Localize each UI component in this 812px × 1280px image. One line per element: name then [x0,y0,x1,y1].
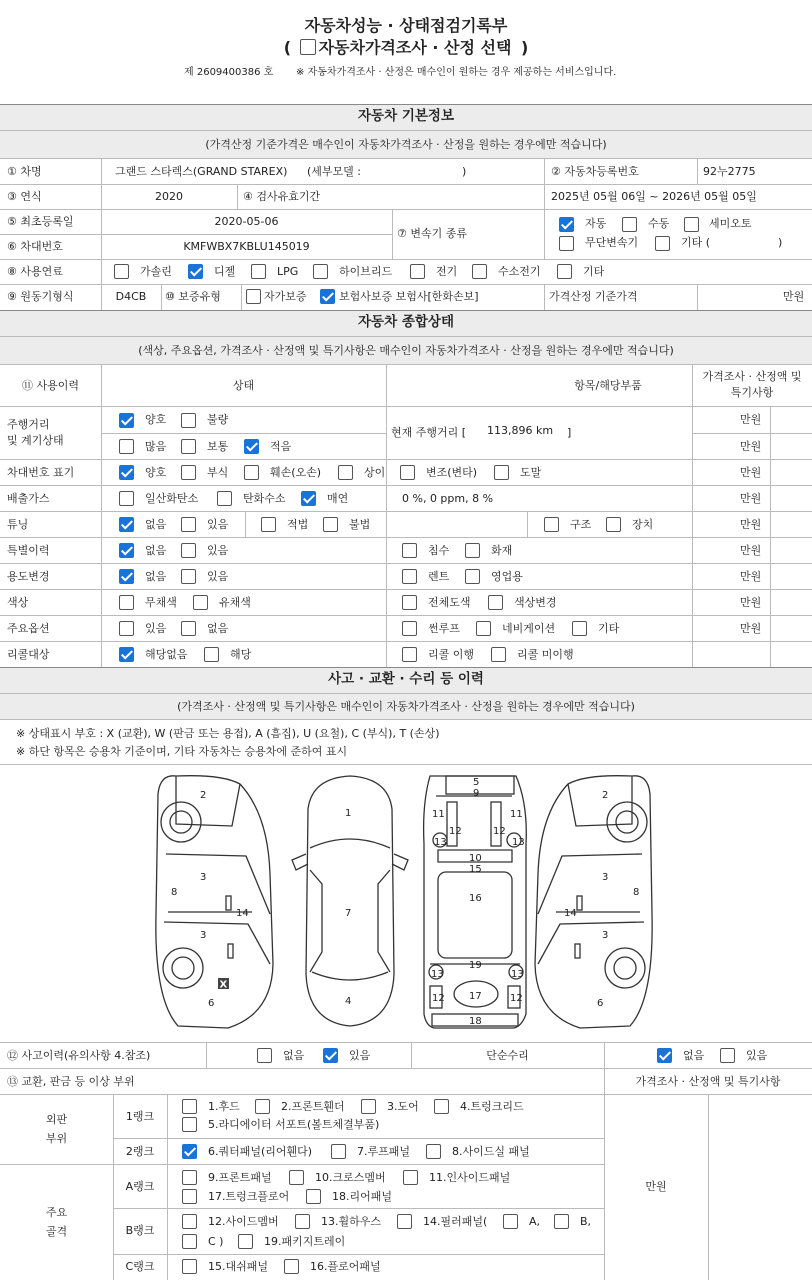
special-yes-checkbox[interactable] [181,543,196,558]
achromatic-checkbox[interactable] [119,595,134,610]
car-name-label: ① 차명 [7,165,42,178]
options-yes: 있음 [145,622,167,635]
part-hood: 1.후드 [208,1100,240,1113]
engine-label: ⑨ 원동기형식 [7,290,74,303]
sunroof: 썬루프 [428,622,460,635]
part-trunk-floor-checkbox[interactable] [182,1189,197,1204]
recall-applicable-checkbox[interactable] [204,647,219,662]
part-dash-panel-checkbox[interactable] [182,1259,197,1274]
warranty-self: 자가보증 [264,290,307,303]
diagram-label-14: 14 [236,908,249,919]
exhaust-smoke: 매연 [327,492,349,505]
vin-erase-checkbox[interactable] [494,465,509,480]
left-front-wheel [161,802,201,842]
diagram-label-3: 3 [602,872,609,883]
tuning-none: 없음 [145,518,167,531]
recall-not-checkbox[interactable] [491,647,506,662]
meter-bad-checkbox[interactable] [181,413,196,428]
part-cross-member: 10.크로스멤버 [315,1171,386,1184]
meter-good: 양호 [145,413,167,426]
exhaust-co-checkbox[interactable] [119,491,134,506]
diagram-label-6: 6 [597,998,604,1009]
mark-x: X [219,979,228,991]
diagram-label-12: 12 [449,826,462,837]
special-none: 없음 [145,544,167,557]
col-history: ⑪ 사용이력 [21,379,79,392]
pillar-b: B, [580,1215,592,1228]
diagram-label-8: 8 [633,887,640,898]
diagram-label-8: 8 [171,887,178,898]
diagram-label-3: 3 [200,872,207,883]
warranty-label: ⑩ 보증유형 [165,290,221,303]
part-trunk-floor: 17.트렁크플로어 [208,1190,290,1203]
chromatic: 유채색 [219,596,251,609]
diagram-label-9: 9 [473,788,480,799]
part-side-member: 12.사이드멤버 [208,1215,279,1228]
diagram-label-16: 16 [469,893,482,904]
mileage-prefix: 현재 주행거리 [ [391,426,467,439]
recall-na-checkbox[interactable] [119,647,134,662]
reg-no: 92누2775 [703,165,756,178]
usage-yes-checkbox[interactable] [181,569,196,584]
vin-corrosion-checkbox[interactable] [181,465,196,480]
subtitle-close: ) [520,38,529,57]
pillar-c-checkbox[interactable] [182,1234,197,1249]
special-none-checkbox[interactable] [119,543,134,558]
part-pillar-panel: 14.필러패널( [423,1215,488,1228]
fuel-diesel: 디젤 [214,265,236,278]
tuning-none-checkbox[interactable] [119,517,134,532]
rankA-label: A랭크 [125,1180,155,1193]
car-damage-diagram [0,764,812,1042]
fuel-etc: 기타 [583,265,605,278]
recall-na: 해당없음 [145,648,188,661]
options-yes-checkbox[interactable] [119,621,134,636]
recall-applicable: 해당 [230,648,252,661]
part-dash-panel: 15.대쉬패널 [208,1260,268,1273]
color-label: 색상 [7,596,29,609]
trans-semi-label: 세미오토 [709,217,752,230]
part-front-fender: 2.프론트휀더 [281,1100,345,1113]
part-radiator-support-checkbox[interactable] [182,1117,197,1132]
fuel-gasoline: 가솔린 [140,265,172,278]
rent: 렌트 [428,570,450,583]
flood: 침수 [428,544,450,557]
simple-repair-label: 단순수리 [486,1049,529,1062]
chromatic-checkbox[interactable] [193,595,208,610]
mileage-few: 적음 [270,440,292,453]
mileage-many-checkbox[interactable] [119,439,134,454]
exhaust-hc: 탄화수소 [243,492,286,505]
diagram-label-6: 6 [208,998,215,1009]
fuel-electric-checkbox[interactable] [410,264,425,279]
diagram-label-2: 2 [602,790,609,801]
tuning-legal: 적법 [287,518,309,531]
diagram-label-17: 17 [469,991,482,1002]
base-price-unit: 만원 [783,290,805,303]
basic-info-title: 자동차 기본정보 [358,108,454,124]
trans-etc-close: ) [778,236,783,249]
subtitle-text: 자동차가격조사 · 산정 선택 [318,38,512,57]
mileage-suffix: ] [567,426,572,439]
pillar-a-checkbox[interactable] [503,1214,518,1229]
part-inside-panel-checkbox[interactable] [403,1170,418,1185]
trans-etc-checkbox[interactable] [655,236,670,251]
pillar-b-checkbox[interactable] [554,1214,569,1229]
tuning-legal-checkbox[interactable] [261,517,276,532]
part-front-fender-checkbox[interactable] [255,1099,270,1114]
recall-done: 리콜 이행 [428,648,475,661]
tuning-structure: 구조 [570,518,592,531]
options-none: 없음 [207,622,229,635]
usage-none: 없음 [145,570,167,583]
price-select-checkbox[interactable] [300,39,316,55]
recall-not: 리콜 미이행 [517,648,574,661]
part-trunk-lid-checkbox[interactable] [434,1099,449,1114]
year-label: ③ 연식 [7,190,42,203]
diagram-label-11: 11 [510,809,523,820]
col-price-2: 특기사항 [730,386,774,399]
left-rear-wheel [163,948,203,988]
accident-history-label: ⑫ 사고이력(유의사항 4.참조) [7,1049,151,1062]
reg-no-label: ② 자동차등록번호 [551,165,639,178]
rankC-label: C랭크 [125,1260,155,1273]
subtitle-open: ( [283,38,292,57]
tuning-price-unit: 만원 [740,518,762,531]
diagram-label-14: 14 [564,908,577,919]
vin-mark-label: 차대번호 표기 [7,466,75,479]
status-title: 자동차 종합상태 [358,314,454,330]
col-item: 항목/해당부품 [574,379,642,392]
repair-none: 없음 [683,1049,705,1062]
warranty-self-checkbox[interactable] [246,289,261,304]
part-quarter-panel: 6.쿼터패널(리어휀다) [208,1145,313,1158]
exhaust-values: 0 %, 0 ppm, 8 % [402,492,494,505]
rankB-label: B랭크 [125,1224,155,1237]
detail-model-close: ) [462,165,467,178]
trans-manual-checkbox[interactable] [622,217,637,232]
trans-cvt-label: 무단변속기 [585,236,639,249]
part-door: 3.도어 [387,1100,419,1113]
part-cross-member-checkbox[interactable] [289,1170,304,1185]
fuel-lpg-checkbox[interactable] [251,264,266,279]
accident-none-checkbox[interactable] [257,1048,272,1063]
vin-alter-checkbox[interactable] [400,465,415,480]
usage-none-checkbox[interactable] [119,569,134,584]
usage-price-unit: 만원 [740,570,762,583]
trans-auto-label: 자동 [585,217,607,230]
valid-period: 2025년 05월 06일 ~ 2026년 05월 05일 [551,190,757,203]
accident-yes: 있음 [349,1049,371,1062]
business-checkbox[interactable] [465,569,480,584]
part-side-member-checkbox[interactable] [182,1214,197,1229]
full-paint: 전체도색 [428,596,471,609]
part-door-checkbox[interactable] [361,1099,376,1114]
vin-corrosion: 부식 [207,466,229,479]
tuning-device-checkbox[interactable] [606,517,621,532]
rank2-label: 2랭크 [125,1145,155,1158]
diagram-label-13: 13 [434,837,447,848]
exhaust-label: 배출가스 [7,492,50,505]
part-floor-panel-checkbox[interactable] [284,1259,299,1274]
color-change-checkbox[interactable] [488,595,503,610]
vin: KMFWBX7KBLU145019 [183,240,310,253]
flood-checkbox[interactable] [402,543,417,558]
usage-label: 용도변경 [7,570,50,583]
mileage-price-unit-1: 만원 [740,413,762,426]
diagram-label-5: 5 [473,777,480,788]
options-etc-checkbox[interactable] [572,621,587,636]
vin-mismatch: 상이 [364,466,386,479]
trans-label: ⑦ 변속기 종류 [397,227,467,240]
status-sub: (색상, 주요옵션, 가격조사 · 산정액 및 특기사항은 매수인이 자동차가격조사 · 산정을 원하는 경우에만 적습니다) [138,344,674,357]
meter-good-checkbox[interactable] [119,413,134,428]
diagram-label-3: 3 [200,930,207,941]
part-front-panel: 9.프론트패널 [208,1171,272,1184]
part-rear-panel: 18.리어패널 [332,1190,392,1203]
navi-checkbox[interactable] [476,621,491,636]
diagram-label-7: 7 [345,908,352,919]
part-package-tray: 19.패키지트레이 [264,1235,346,1248]
repair-none-checkbox[interactable] [657,1048,672,1063]
vin-damage-checkbox[interactable] [244,465,259,480]
detail-model-label: (세부모델 : [307,165,361,178]
part-radiator-support: 5.라디에이터 서포트(볼트체결부품) [208,1118,380,1131]
mileage-many: 많음 [145,440,167,453]
special-label: 특별이력 [7,544,50,557]
parts-price-unit: 만원 [645,1180,667,1193]
diagram-label-13: 13 [511,969,524,980]
recall-done-checkbox[interactable] [402,647,417,662]
mileage-price-unit-2: 만원 [740,440,762,453]
price-notice: ※ 자동차가격조사 · 산정은 매수인이 원하는 경우 제공하는 서비스입니다. [296,67,617,78]
color-change: 색상변경 [514,596,557,609]
trans-cvt-checkbox[interactable] [559,236,574,251]
color-price-unit: 만원 [740,596,762,609]
navi: 네비게이션 [502,622,556,635]
rent-checkbox[interactable] [402,569,417,584]
doc-subtitle [0,38,812,58]
fuel-lpg: LPG [277,265,299,278]
meter-bad: 불량 [207,413,229,426]
part-inside-panel: 11.인사이드패널 [429,1171,511,1184]
fuel-electric: 전기 [436,265,458,278]
part-package-tray-checkbox[interactable] [238,1234,253,1249]
part-floor-panel: 16.플로어패널 [310,1260,381,1273]
diagram-label-11: 11 [432,809,445,820]
part-front-panel-checkbox[interactable] [182,1170,197,1185]
mileage-label-2: 및 계기상태 [7,434,64,447]
full-paint-checkbox[interactable] [402,595,417,610]
rank1-label: 1랭크 [125,1110,155,1123]
pillar-c: C ) [208,1235,224,1248]
diagram-label-4: 4 [345,996,352,1007]
mileage-few-checkbox[interactable] [244,439,259,454]
diagram-note: ※ 하단 항목은 승용차 기준이며, 기타 자동차는 승용차에 준하여 표시 [16,745,348,758]
fuel-hybrid: 하이브리드 [339,265,393,278]
col-state: 상태 [232,379,255,392]
vin-mismatch-checkbox[interactable] [338,465,353,480]
diagram-label-3: 3 [602,930,609,941]
diagram-label-19: 19 [469,960,482,971]
first-reg: 2020-05-06 [214,215,279,228]
valid-label: ④ 검사유효기간 [243,190,321,203]
tuning-illegal: 불법 [349,518,371,531]
exchange-price-note: 가격조사 · 산정액 및 특기사항 [635,1075,781,1088]
diagram-label-10: 10 [469,853,482,864]
diagram-label-12: 12 [432,993,445,1004]
trans-manual-label: 수동 [648,217,670,230]
mileage-value: 113,896 km [487,424,554,437]
vin-label: ⑥ 차대번호 [7,240,63,253]
diagram-label-18: 18 [469,1016,482,1027]
fire-checkbox[interactable] [465,543,480,558]
part-hood-checkbox[interactable] [182,1099,197,1114]
fuel-hybrid-checkbox[interactable] [313,264,328,279]
base-price-label: 가격산정 기준가격 [549,290,638,303]
frame-label-2: 골격 [45,1225,68,1238]
exhaust-smoke-checkbox[interactable] [301,491,316,506]
usage-yes: 있음 [207,570,229,583]
tuning-yes-checkbox[interactable] [181,517,196,532]
part-rear-panel-checkbox[interactable] [306,1189,321,1204]
repair-yes-checkbox[interactable] [720,1048,735,1063]
trans-semi-checkbox[interactable] [684,217,699,232]
part-side-sill: 8.사이드실 패널 [452,1145,530,1158]
year: 2020 [155,190,183,203]
accident-title: 사고 · 교환 · 수리 등 이력 [328,671,484,687]
warranty-insurer-checkbox[interactable] [320,289,335,304]
exhaust-co: 일산화탄소 [145,492,199,505]
basic-info-sub: (가격산정 기준가격은 매수인이 자동차가격조사 · 산정을 원하는 경우에만 적습니다) [205,138,607,151]
diagram-label-12: 12 [493,826,506,837]
car-name: 그랜드 스타렉스(GRAND STAREX) [115,165,288,178]
mileage-normal: 보통 [207,440,229,453]
accident-yes-checkbox[interactable] [323,1048,338,1063]
frame-label-1: 주요 [45,1206,68,1219]
special-yes: 있음 [207,544,229,557]
achromatic: 무채색 [145,596,177,609]
part-trunk-lid: 4.트렁크리드 [460,1100,524,1113]
part-pillar-panel-checkbox[interactable] [397,1214,412,1229]
mileage-normal-checkbox[interactable] [181,439,196,454]
options-label: 주요옵션 [7,622,50,635]
accident-sub: (가격조사 · 산정액 및 특기사항은 매수인이 자동차가격조사 · 산정을 원하는 경우에만 적습니다) [177,700,635,713]
options-none-checkbox[interactable] [181,621,196,636]
doc-number: 제 2609400386 호 [184,67,274,78]
recall-label: 리콜대상 [7,648,50,661]
sunroof-checkbox[interactable] [402,621,417,636]
part-quarter-panel-checkbox[interactable] [182,1144,197,1159]
right-front-wheel [607,802,647,842]
diagram-label-15: 15 [469,864,482,875]
fire: 화재 [491,544,513,557]
vin-alter: 변조(변타) [426,466,478,479]
exhaust-hc-checkbox[interactable] [217,491,232,506]
diagram-label-12: 12 [510,993,523,1004]
vin-good: 양호 [145,466,167,479]
tuning-label: 튜닝 [7,518,29,531]
col-price-1: 가격조사 · 산정액 및 [702,370,802,383]
part-roof-panel: 7.루프패널 [357,1145,410,1158]
symbol-legend: ※ 상태표시 부호 : X (교환), W (판금 또는 용접), A (흠집), U (요철), C (부식), T (손상) [16,727,440,740]
outer-label-1: 외판 [45,1113,68,1126]
diagram-label-13: 13 [431,969,444,980]
tuning-yes: 있음 [207,518,229,531]
diagram-label-13: 13 [512,837,525,848]
fuel-label: ⑧ 사용연료 [7,265,63,278]
diagram-label-2: 2 [200,790,207,801]
tuning-device: 장치 [632,518,654,531]
mileage-label-1: 주행거리 [7,418,50,431]
tuning-illegal-checkbox[interactable] [323,517,338,532]
vin-damage: 훼손(오손) [270,466,322,479]
first-reg-label: ⑤ 최초등록일 [7,215,74,228]
vin-good-checkbox[interactable] [119,465,134,480]
doc-title: 자동차성능 · 상태점검기록부 [304,16,508,35]
fuel-gasoline-checkbox[interactable] [114,264,129,279]
repair-yes: 있음 [746,1049,768,1062]
trans-auto-checkbox[interactable] [559,217,574,232]
diagram-label-1: 1 [345,808,352,819]
fuel-hydrogen: 수소전기 [498,265,541,278]
part-wheel-house: 13.휠하우스 [321,1215,381,1228]
business: 영업용 [491,570,523,583]
part-roof-panel-checkbox[interactable] [331,1144,346,1159]
vin-price-unit: 만원 [740,466,762,479]
exchange-label: ⑬ 교환, 판금 등 이상 부위 [7,1075,135,1088]
trans-etc-label: 기타 ( [681,236,711,249]
part-side-sill-checkbox[interactable] [426,1144,441,1159]
fuel-etc-checkbox[interactable] [557,264,572,279]
fuel-diesel-checkbox[interactable] [188,264,203,279]
warranty-insurer: 보험사보증 보험사[한화손보] [339,290,479,303]
pillar-a: A, [529,1215,541,1228]
fuel-hydrogen-checkbox[interactable] [472,264,487,279]
part-wheel-house-checkbox[interactable] [295,1214,310,1229]
tuning-structure-checkbox[interactable] [544,517,559,532]
vin-erase: 도말 [520,466,542,479]
options-price-unit: 만원 [740,622,762,635]
right-rear-wheel [605,948,645,988]
exhaust-price-unit: 만원 [740,492,762,505]
options-etc: 기타 [598,622,620,635]
engine-type: D4CB [115,290,147,303]
outer-label-2: 부위 [45,1132,68,1145]
accident-none: 없음 [283,1049,305,1062]
special-price-unit: 만원 [740,544,762,557]
